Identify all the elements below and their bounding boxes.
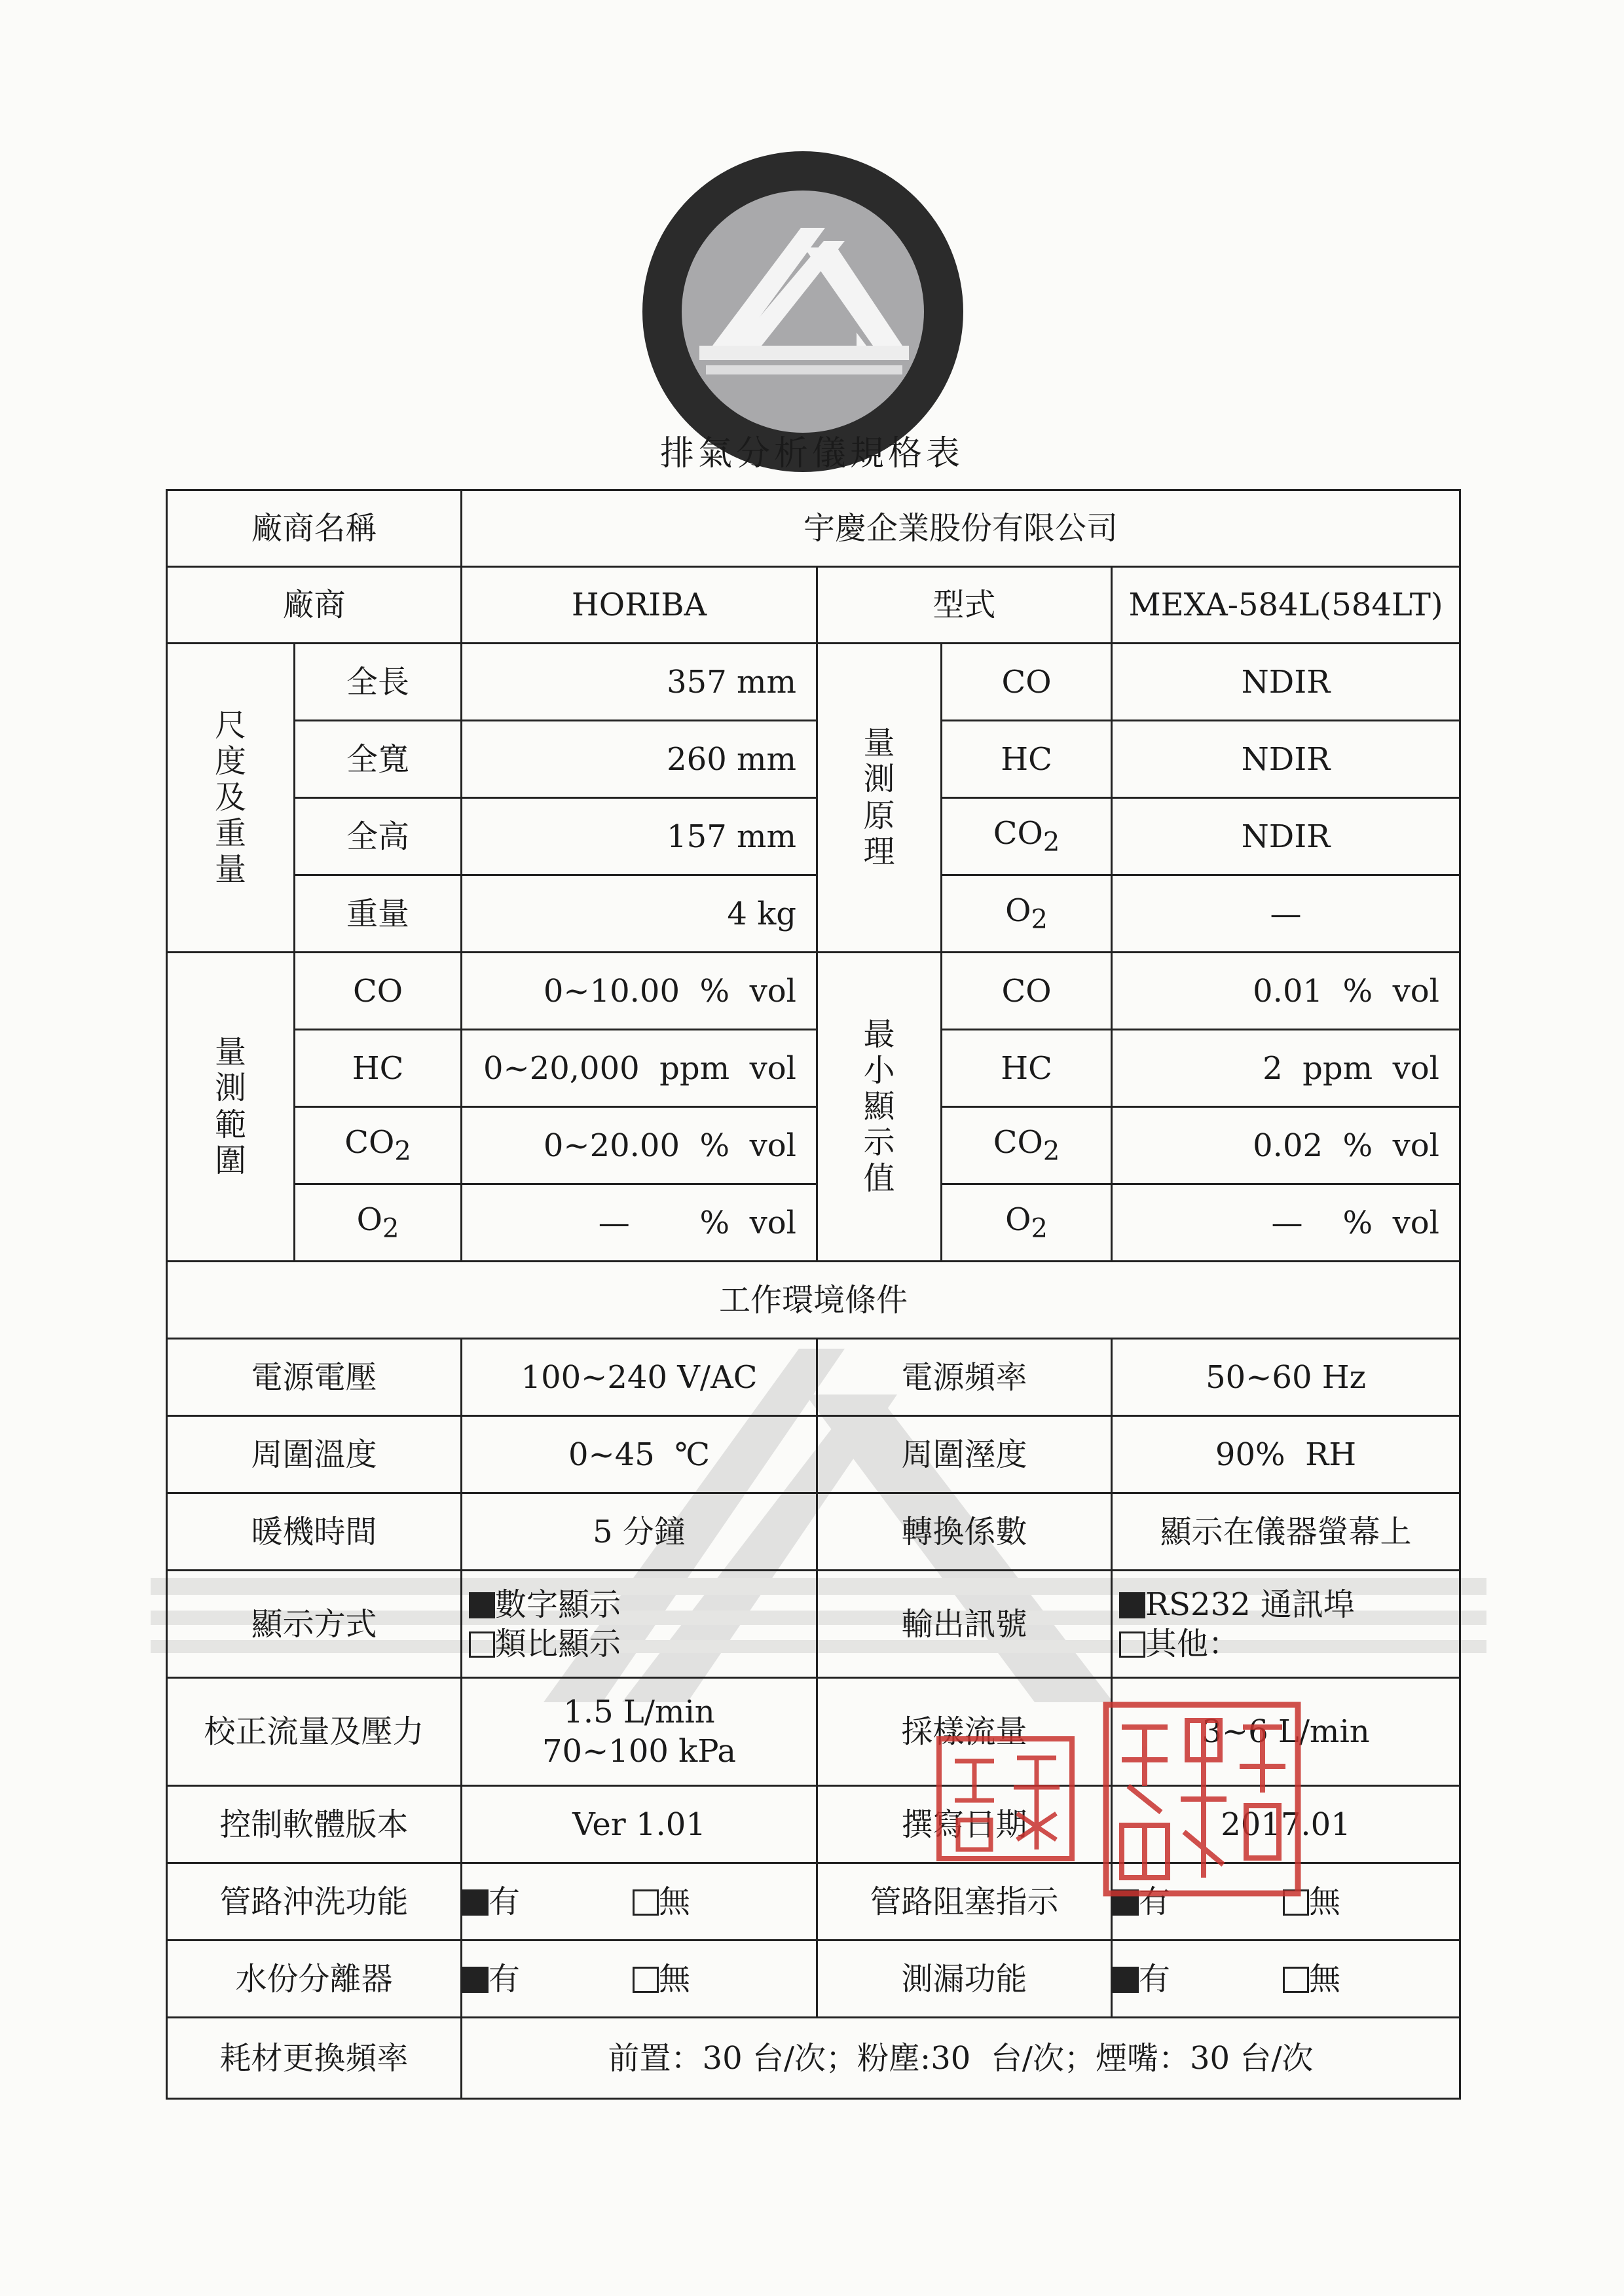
ambient-humidity-value: 90% RH [1112,1416,1460,1493]
power-freq-value: 50~60 Hz [1112,1339,1460,1416]
dimension-label: 全高 [295,798,462,875]
calibration-pressure: 70~100 kPa [542,1733,737,1770]
leak-no-label: 無 [1309,1960,1341,1997]
power-voltage-value: 100~240 V/AC [462,1339,817,1416]
min-display-gas: $O_2$ [942,1184,1112,1262]
env-heading: 工作環境條件 [167,1262,1460,1339]
min-display-gas: CO [942,953,1112,1030]
min-display-value: 2 ppm vol [1112,1030,1460,1107]
dimension-value: 4 kg [462,875,817,953]
ambient-humidity-label: 周圍溼度 [817,1416,1112,1493]
range-gas: $CO_2$ [295,1107,462,1184]
dimension-label: 全長 [295,644,462,721]
calibration-value [462,1678,817,1786]
blockage-no-label: 無 [1309,1883,1341,1920]
flush-label: 管路沖洗功能 [167,1863,462,1941]
display-analog-label: 類比顯示 [495,1625,621,1662]
principle-gas: $O_2$ [942,875,1112,953]
principle-gas: $CO_2$ [942,798,1112,875]
min-display-value: — % vol [1112,1184,1460,1262]
leak-test-label: 測漏功能 [817,1941,1112,2018]
output-rs232-label: RS232 通訊埠 [1145,1586,1355,1623]
leak-yes-label: 有 [1139,1960,1171,1997]
company-name-value: 宇慶企業股份有限公司 [462,490,1460,567]
water-sep-no-label: 無 [659,1960,691,1997]
principle-value: NDIR [1112,798,1460,875]
conversion-label: 轉換係數 [817,1493,1112,1571]
water-sep-no-checkbox[interactable] [633,1967,659,1993]
consumables-label: 耗材更換頻率 [167,2018,462,2099]
leak-test-options [1112,1941,1460,2018]
warmup-value: 5 分鐘 [462,1493,817,1571]
calibration-label: 校正流量及壓力 [167,1678,462,1786]
flush-options [462,1863,817,1941]
display-digital-label: 數字顯示 [495,1586,621,1623]
maker-value: HORIBA [462,567,817,644]
water-separator-options [462,1941,817,2018]
calibration-flow: 1.5 L/min [563,1694,715,1730]
output-other-checkbox[interactable] [1119,1631,1145,1658]
seal-stamp-small [935,1735,1076,1863]
flush-no-label: 無 [659,1883,691,1920]
leak-no-checkbox[interactable] [1283,1967,1309,1993]
range-value: 0~10.00 % vol [462,953,817,1030]
min-display-value: 0.01 % vol [1112,953,1460,1030]
principle-value: — [1112,875,1460,953]
written-date-value: 2017.01 [1112,1786,1460,1863]
output-signal-options [1112,1571,1460,1678]
warmup-label: 暖機時間 [167,1493,462,1571]
seal-stamp-large [1102,1701,1302,1897]
range-value: 0~20.00 % vol [462,1107,817,1184]
flush-no-checkbox[interactable] [633,1889,659,1916]
principle-value: NDIR [1112,721,1460,798]
document-title: 排氣分析儀規格表 [659,434,964,473]
display-analog-checkbox[interactable] [469,1631,495,1658]
model-label: 型式 [817,567,1112,644]
dimension-label: 全寬 [295,721,462,798]
software-version-label: 控制軟體版本 [167,1786,462,1863]
principle-value: NDIR [1112,644,1460,721]
model-value: MEXA-584L(584LT) [1112,567,1460,644]
range-value: 0~20,000 ppm vol [462,1030,817,1107]
display-mode-label: 顯示方式 [167,1571,462,1678]
consumables-value: 前置：30 台/次；粉塵:30 台/次；煙嘴：30 台/次 [462,2018,1460,2099]
sampling-flow-label: 採樣流量 [817,1678,1112,1786]
dimension-value: 157 mm [462,798,817,875]
range-gas: CO [295,953,462,1030]
maker-label: 廠商 [167,567,462,644]
range-gas: HC [295,1030,462,1107]
range-gas: $O_2$ [295,1184,462,1262]
display-digital-checkbox[interactable] [469,1592,495,1618]
dimension-value: 357 mm [462,644,817,721]
sampling-flow-value: 3~6 L/min [1112,1678,1460,1786]
leak-yes-checkbox[interactable] [1113,1967,1139,1993]
range-value: — % vol [462,1184,817,1262]
blockage-label: 管路阻塞指示 [817,1863,1112,1941]
dimension-label: 重量 [295,875,462,953]
water-separator-label: 水份分離器 [167,1941,462,2018]
min-display-group-label: 最小顯示值 [817,953,942,1262]
principle-gas: HC [942,721,1112,798]
dimensions-group-label: 尺度及重量 [167,644,295,953]
min-display-gas: HC [942,1030,1112,1107]
company-name-label: 廠商名稱 [167,490,462,567]
dimension-value: 260 mm [462,721,817,798]
ambient-temp-value: 0~45 ℃ [462,1416,817,1493]
power-voltage-label: 電源電壓 [167,1339,462,1416]
conversion-value: 顯示在儀器螢幕上 [1112,1493,1460,1571]
software-version-value: Ver 1.01 [462,1786,817,1863]
min-display-gas: $CO_2$ [942,1107,1112,1184]
range-group-label: 量測範圍 [167,953,295,1262]
flush-yes-checkbox[interactable] [462,1889,489,1916]
principle-gas: CO [942,644,1112,721]
ambient-temp-label: 周圍溫度 [167,1416,462,1493]
principle-group-label: 量測原理 [817,644,942,953]
water-sep-yes-label: 有 [489,1960,521,1997]
written-date-label: 撰寫日期 [817,1786,1112,1863]
water-sep-yes-checkbox[interactable] [462,1967,489,1993]
min-display-value: 0.02 % vol [1112,1107,1460,1184]
blockage-yes-label: 有 [1139,1883,1171,1920]
output-other-label: 其他： [1145,1625,1240,1662]
output-signal-label: 輸出訊號 [817,1571,1112,1678]
flush-yes-label: 有 [489,1883,521,1920]
display-mode-options [462,1571,817,1678]
output-rs232-checkbox[interactable] [1119,1592,1145,1618]
power-freq-label: 電源頻率 [817,1339,1112,1416]
